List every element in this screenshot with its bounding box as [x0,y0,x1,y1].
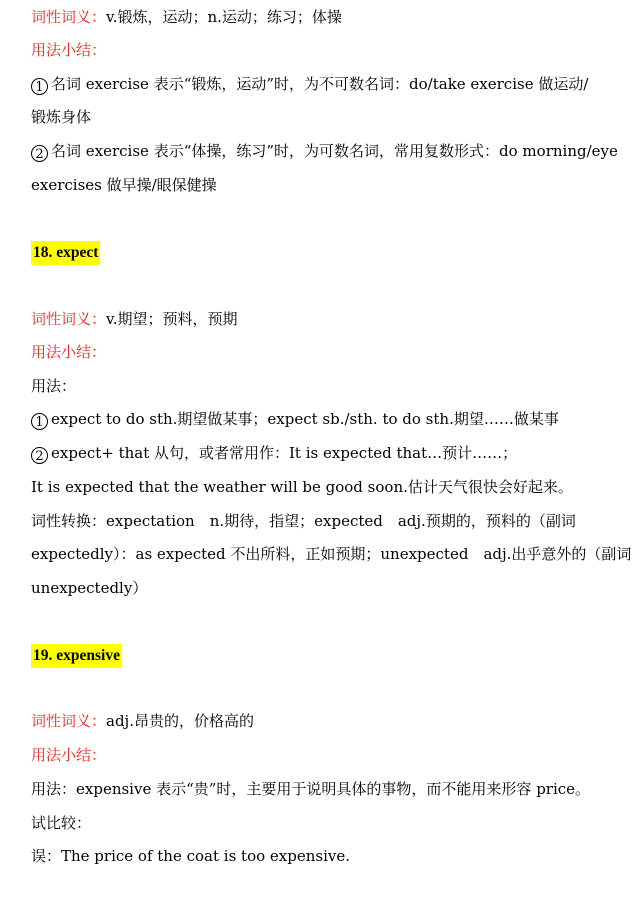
circled-number: 2 [31,447,48,464]
conversion-line-1: 词性转换：expectation n.期待，指望；expected adj.预期的，预料的（副词 [31,512,576,530]
usage-item-2-cont: exercises 做早操/眼保健操 [31,176,217,194]
entry-heading-expensive [31,645,122,666]
usage-item-2 [31,141,618,162]
pos-line-expensive [31,711,254,731]
heading-highlight: 19. expensive [31,644,122,668]
usage-text: 用法：expensive 表示“贵”时，主要用于说明具体的事物，而不能用来形容 price。 [31,780,591,798]
circled-number: 1 [31,413,48,430]
example-sentence: It is expected that the weather will be good soon.估计天气很快会好起来。 [31,478,573,496]
usage-item-1-cont: 锻炼身体 [31,108,92,126]
usage-item-text: 名词 exercise 表示“体操，练习”时，为可数名词，常用复数形式：do morning/eye [51,142,618,160]
pos-text: adj.昂贵的，价格高的 [106,712,254,730]
usage-item-text: 名词 exercise 表示“锻炼，运动”时，为不可数名词：do/take exercise 做运动/ [51,75,589,93]
pos-label: 词性词义： [31,712,107,730]
wrong-example: 误：The price of the coat is too expensive. [31,847,350,865]
usage-label: 用法小结： [31,41,107,59]
usage-item-text: expect+ that 从句，或者常用作：It is expected that…预计……； [51,444,518,462]
compare-label: 试比较： [31,814,92,832]
entry-heading-expect [31,242,100,263]
usage-label: 用法小结： [31,746,107,764]
usage-item-2 [31,443,517,464]
pos-line-expect [31,309,237,329]
circled-number: 1 [31,78,48,95]
conversion-line-3: unexpectedly） [31,579,148,597]
pos-label: 词性词义： [31,8,107,26]
pos-text: v.锻炼，运动；n.运动；练习；体操 [106,8,342,26]
conversion-line-2: expectedly）：as expected 不出所料，正如预期；unexpected adj.出乎意外的（副词 [31,545,632,563]
pos-text: v.期望；预料，预期 [106,310,238,328]
pos-line-exercise [31,7,342,27]
heading-highlight: 18. expect [31,241,100,265]
usage-label: 用法小结： [31,343,107,361]
usage-intro: 用法： [31,377,77,395]
circled-number: 2 [31,145,48,162]
usage-item-text: expect to do sth.期望做某事；expect sb./sth. to do sth.期望……做某事 [51,410,559,428]
pos-label: 词性词义： [31,310,107,328]
usage-item-1 [31,409,559,430]
usage-item-1 [31,74,588,95]
